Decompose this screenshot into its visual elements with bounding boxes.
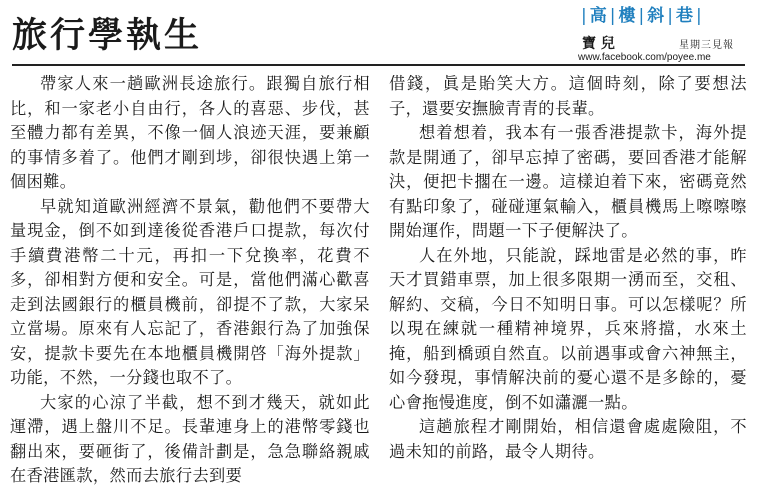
article-column-left <box>10 72 370 489</box>
column-name-divider: | <box>609 6 616 26</box>
article-paragraph: 早就知道歐洲經濟不景氣，勸他們不要帶大量現金，倒不如到達後從香港戶口提款，每次付手續費港幣二十元，再扣一下兌換率，花費不多，卻相對方便和安全。可是，當他們滿心歡喜走到法國銀行的櫃員機前，卻提不了款，大家呆立當場。原來有人忘記了，香港銀行為了加強保安，提款卡要先在本地櫃員機開啓「海外提款」功能，不然，一分錢也取不了。 <box>10 196 370 387</box>
column-name <box>578 5 705 27</box>
article-paragraph: 這趟旅程才剛開始，相信還會處處險阻，不過未知的前路，最令人期待。 <box>389 417 747 461</box>
column-name-divider: | <box>667 6 673 26</box>
author-name: 寶 兒 <box>582 36 615 52</box>
author-facebook-url[interactable]: www.facebook.com/poyee.me <box>578 52 711 63</box>
column-name-divider: | <box>638 6 645 26</box>
article-column-right <box>389 72 747 464</box>
article-paragraph: 借錢，眞是貽笑大方。這個時刻，除了要想法子，還要安撫臉青青的長輩。 <box>389 74 747 118</box>
article-paragraph: 大家的心涼了半截，想不到才幾天，就如此運滯，遇上盤川不足。長輩連身上的港幣零錢也翻出來，要砸街了，後備計劃是，急急聯絡親戚在香港匯款，然而去旅行去到要 <box>10 392 370 485</box>
article-title: 旅行學執生 <box>12 16 203 56</box>
article-paragraph: 帶家人來一趟歐洲長途旅行。跟獨自旅行相比，和一家老小自由行，各人的喜惡、步伐，甚至體力都有差異，不像一個人浪迹天涯，要兼顧的事情多着了。他們才剛到埗，卻很快遇上第一個困難。 <box>10 74 370 191</box>
column-name-char: 巷 <box>675 6 693 26</box>
column-name-divider: | <box>695 6 702 26</box>
column-name-char: 斜 <box>647 6 665 26</box>
column-name-divider: | <box>581 6 587 26</box>
column-name-char: 樓 <box>618 6 636 26</box>
title-divider <box>12 64 745 66</box>
publication-schedule: 星期三見報 <box>679 40 734 51</box>
article-paragraph: 人在外地，只能說，踩地雷是必然的事，昨天才買錯車票，加上很多限期一湧而至，交租、解約、交稿，今日不知明日事。可以怎樣呢？所以現在練就一種精神境界，兵來將擋，水來土掩，船到橋頭自然直。以前遇事或會六神無主，如今發現，事情解決前的憂心還不是多餘的，憂心會拖慢進度，倒不如瀟灑一點。 <box>389 245 747 412</box>
article-paragraph: 想着想着，我本有一張香港提款卡，海外提款是開通了，卻早忘掉了密碼，要回香港才能解決，便把卡擱在一邊。這樣迫着下來，密碼竟然有點印象了，碰碰運氣輸入，櫃員機馬上嚓嚓嚓開始運作，問題一下子便解決了。 <box>389 123 747 240</box>
column-name-char: 高 <box>589 6 607 26</box>
